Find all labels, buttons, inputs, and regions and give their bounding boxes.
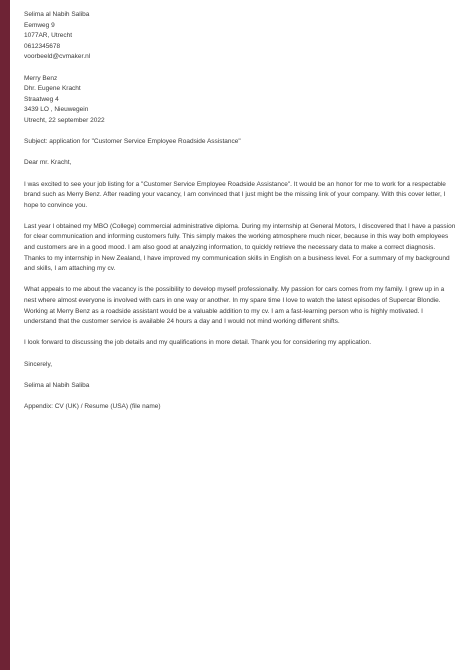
body-paragraph-intro: I was excited to see your job listing for a "Customer Service Employee Roadside Assistance". It would be an honor for me to work for a respectable brand such as Merry Benz. After reading your vacancy, I am convinced that I just might be the missing link of your company. With this cover letter, I hope to convince you. [24,180,446,209]
recipient-postal-city: 3439 LO , Nieuwegein [24,106,89,114]
letter-appendix: Appendix: CV (UK) / Resume (USA) (file name) [24,402,161,410]
body-paragraph-closing: I look forward to discussing the job details and my qualifications in more detail. Thank you for considering my application. [24,339,372,347]
letter-subject: Subject: application for "Customer Service Employee Roadside Assistance" [24,138,241,146]
sender-email: voorbeeld@cvmaker.nl [24,53,91,61]
sender-address-block [24,10,456,63]
side-accent-bar [0,0,10,670]
recipient-street: Straatweg 4 [24,95,59,103]
letter-salutation: Dear mr. Kracht, [24,159,72,167]
sender-name: Selima al Nabih Saliba [24,11,90,18]
recipient-contact: Dhr. Eugene Kracht [24,85,81,93]
sender-street: Eemweg 9 [24,21,55,29]
letter-closing: Sincerely, [24,360,53,368]
sender-postal-city: 1077AR, Utrecht [24,32,73,40]
body-paragraph-motivation: What appeals to me about the vacancy is the possibility to develop myself professionally. My passion for cars comes from my family. I grew up in a nest where almost everyone is involved with cars in one way or another. In my spare time I love to watch the latest episodes of Supercar Blondie. Working at Merry Benz as a roadside assistant would be a valuable addition to my cv. I am a fast-learning person who is highly motivated. I understand that the customer service is available 24 hours a day and I would not mind working different shifts. [24,286,445,326]
body-paragraph-background: Last year I obtained my MBO (College) commercial administrative diploma. During my internship at General Motors, I discovered that I have a passion for clear communication and informing customers fully. This simply makes the working atmosphere much nicer, because in this way both employees and customers are in a good mood. I am also good at analyzing information, to quickly retrieve the necessary data to make a correct diagnosis. Thanks to my internship in New Zealand, I have improved my communication skills in English on a business level. For a summary of my background and skills, I am attaching my cv. [24,222,456,273]
letter-date: Utrecht, 22 september 2022 [24,116,105,124]
sender-phone: 0612345678 [24,42,61,50]
recipient-address-block [24,74,456,127]
letter-signature: Selima al Nabih Saliba [24,381,90,389]
cover-letter [24,10,456,423]
recipient-company: Merry Benz [24,74,58,82]
